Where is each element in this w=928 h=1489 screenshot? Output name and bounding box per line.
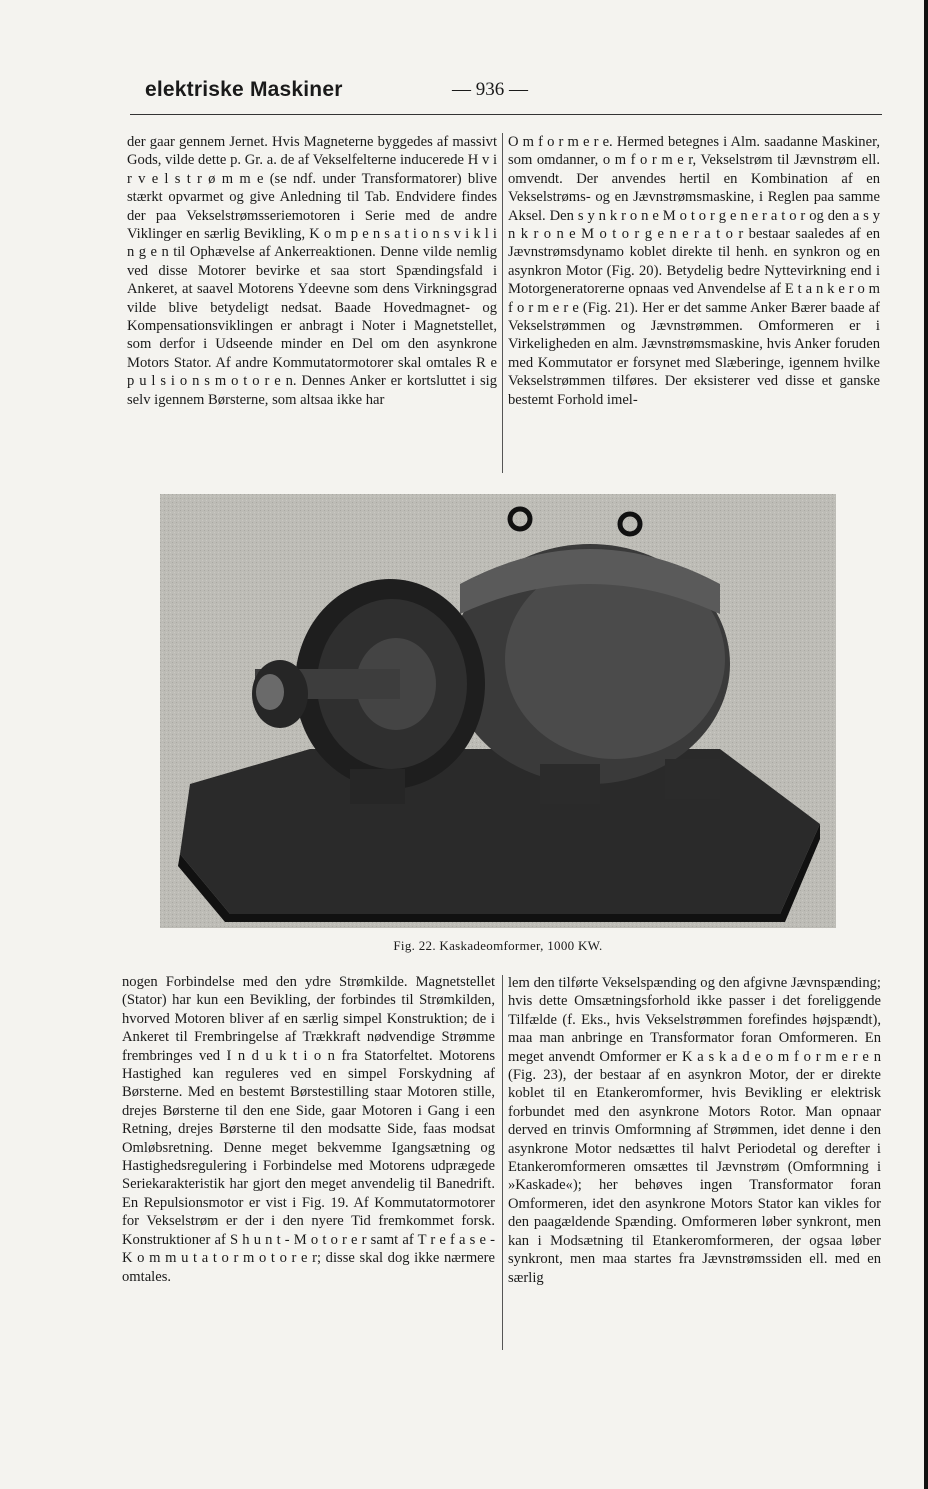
scan-edge <box>924 0 928 1489</box>
text-column-bottom-right <box>508 974 881 1287</box>
page-number: — 936 — <box>452 79 528 100</box>
paragraph: nogen Forbindelse med den ydre Strømkilde. Magnetstellet (Stator) har kun een Bevikling, der forbindes til Strømkilden, hvorved Motoren bliver af en særlig simpel Konstruktion; de i Ankeret til Frembringelse af Trækkraft nødvendige Strømme frembringes ved I n d u k t i o n fra Statorfeltet. Motorens Hastighed kan reguleres ved en simpel Forskydning af Børsterne. Med en bestemt Børstestilling staar Motoren stille, drejes Børsterne til den ene Side, gaar Motoren i Gang i een Retning, drejes Børsterne til den modsatte Side, faas modsat Omløbsretning. Denne meget bekvemme Igangsætning og Hastighedsregulering i Forbindelse med Motorens udprægede Seriekarakteristik har gjort den meget anvendelig til Banedrift. En Repulsionsmotor er vist i Fig. 19. Af Kommutatormotorer for Vekselstrøm er der i den nyere Tid fremkommet forsk. Konstruktioner af S h u n t - M o t o r e r samt af T r e f a s e - K o m m u t a t o r m o t o r e r; disse skal dog ikke nærmere omtales. <box>122 974 495 1285</box>
kaskadeomformer-illustration <box>160 494 836 928</box>
running-title: elektriske Maskiner <box>145 78 343 101</box>
text-column-bottom-left <box>122 973 495 1286</box>
paragraph: lem den tilførte Vekselspænding og den afgivne Jævnspænding; hvis dette Omsætningsforhold ikke passer i det foreliggende Tilfælde (f. Eks., hvis Vekselstrømmen forefindes højspændt), maa man anbringe en Transformator foran Omformeren. En meget anvendt Omformer er K a s k a d e o m f o r m e r e n (Fig. 23), der bestaar af en asynkron Motor, der er direkte koblet til en Etankeromformer, hvis Bevikling er elektrisk forbundet med den asynkrone Motors Rotor. Man opnaar derved en trinvis Omformning af Strømmen, idet denne i den asynkrone Motor nedsættes til halvt Periodetal og derefter i Etankeromformeren omsættes til Jævnstrøm (Omformning i »Kaskade«); her behøves ingen Transformator foran Omformeren, idet den asynkrone Motors Stator kan vikles for den paagældende Spænding. Omformeren løber synkront, men kan i Modsætning til Etankeromformeren, der ogsaa løber synkront, men maa startes fra Jævnstrømssiden ell. med en særlig <box>508 975 881 1286</box>
paragraph: der gaar gennem Jernet. Hvis Magneterne byggedes af massivt Gods, vilde dette p. Gr. a. de af Vekselfelterne inducerede H v i r v e l s t r ø m m e (se ndf. under Transformatorer) blive stærkt opvarmet og give Anledning til Tab. Endvidere findes der paa Vekselstrømsseriemotoren i Serie med de andre Viklinger en særlig Bevikling, K o m p e n s a t i o n s v i k l i n g e n til Ophævelse af Ankerreaktionen. Denne vilde nemlig ved disse Motorer bevirke et saa stort Spændingsfald i Ankeret, at saavel Motorens Ydeevne som dens Virkningsgrad vilde blive betydeligt nedsat. Baade Hovedmagnet- og Kompensationsviklingen er anbragt i Noter i Magnetstellet, som derfor i Udseende minder en Del om den asynkrone Motors Stator. Af andre Kommutatormotorer skal omtales R e p u l s i o n s m o t o r e n. Dennes Anker er kortsluttet i sig selv igennem Børsterne, som altsaa ikke har <box>127 134 497 408</box>
text-column-top-right <box>508 133 880 409</box>
page-header <box>130 76 880 106</box>
column-separator <box>502 975 503 1350</box>
column-separator <box>502 133 503 473</box>
figure-caption: Fig. 22. Kaskadeomformer, 1000 KW. <box>393 938 603 953</box>
paragraph: O m f o r m e r e. Hermed betegnes i Alm. saadanne Maskiner, som omdanner, o m f o r m e r, Vekselstrøm til Jævnstrøm ell. omvendt. Der anvendes hertil en Kombination af en Vekselstrøms- og en Jævnstrømsmaskine, i Reglen paa samme Aksel. Den s y n k r o n e M o t o r g e n e r a t o r og den a s y n k r o n e M o t o r g e n e r a t o r bestaar saaledes af en Jævnstrømsdynamo koblet direkte til henh. en synkron og en asynkron Motor (Fig. 20). Betydelig bedre Nyttevirkning end i Motorgeneratorerne opnaas ved Anvendelse af E t a n k e r o m f o r m e r e (Fig. 21). Her er det samme Anker Bærer baade af Vekselstrømmen og Jævnstrømmen. Omformeren er i Virkeligheden en alm. Jævnstrømsmaskine, hvis Anker foruden med Kommutator er forsynet med Slæberinge, igennem hvilke Vekselstrømmen tilføres. Der eksisterer ved disse et ganske bestemt Forhold imel- <box>508 134 880 408</box>
header-rule <box>130 114 882 115</box>
text-column-top-left <box>127 133 497 409</box>
machine-photograph <box>160 494 836 928</box>
